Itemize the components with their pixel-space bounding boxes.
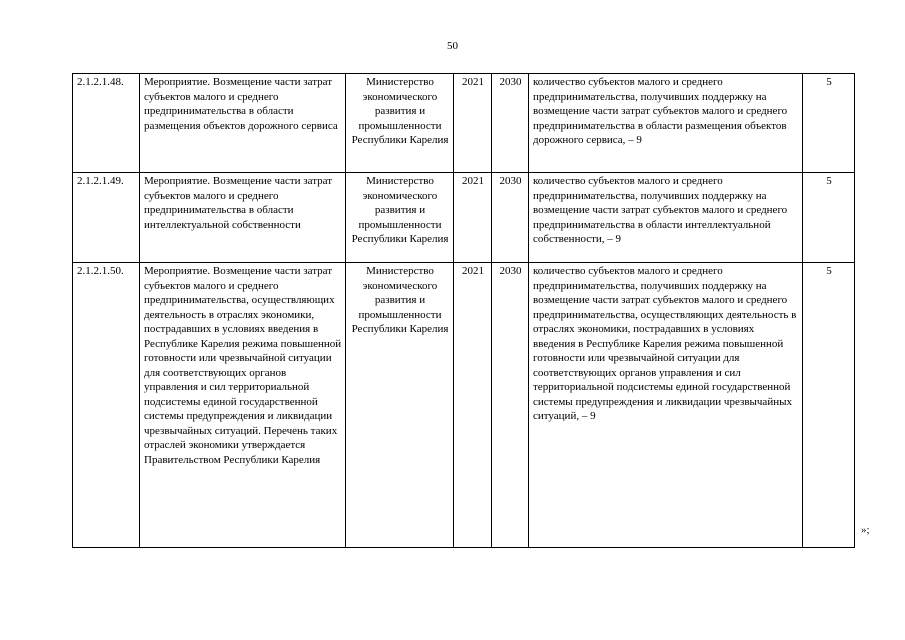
indicator-text: количество субъектов малого и среднего предпринимательства, получивших поддержку на возмещение части затрат субъектов малого и среднего предпринимательства в области размещения объектов дорожного сервиса, – 9 (529, 74, 803, 173)
table-row (73, 74, 855, 173)
page-number: 50 (447, 40, 458, 52)
activity-description: Мероприятие. Возмещение части затрат субъектов малого и среднего предпринимательства, осуществляющих деятельность в отраслях экономики, пострадавших в условиях введения в Республике Карелия режима повышенной готовности или чрезвычайной ситуации для соответствующих органов управления и сил территориальной подсистемы единой государственной системы предупреждения и ликвидации чрезвычайных ситуаций. Перечень таких отраслей экономики утверждается Правительством Республики Карелия (140, 263, 346, 548)
indicator-text: количество субъектов малого и среднего предпринимательства, получивших поддержку на возмещение части затрат субъектов малого и среднего предпринимательства в области интеллектуальной собственности, – 9 (529, 173, 803, 263)
table-row (73, 173, 855, 263)
closing-quote-mark: »; (861, 524, 870, 536)
responsible-executor: Министерство экономического развития и промышленности Республики Карелия (346, 74, 454, 173)
activity-code: 2.1.2.1.50. (73, 263, 140, 548)
activity-description: Мероприятие. Возмещение части затрат субъектов малого и среднего предпринимательства в области размещения объектов дорожного сервиса (140, 74, 346, 173)
responsible-executor: Министерство экономического развития и промышленности Республики Карелия (346, 173, 454, 263)
program-activities-table (72, 73, 855, 548)
start-year: 2021 (454, 263, 492, 548)
activity-description: Мероприятие. Возмещение части затрат субъектов малого и среднего предпринимательства в области интеллектуальной собственности (140, 173, 346, 263)
responsible-executor: Министерство экономического развития и промышленности Республики Карелия (346, 263, 454, 548)
indicator-value: 5 (803, 173, 855, 263)
end-year: 2030 (492, 263, 529, 548)
end-year: 2030 (492, 74, 529, 173)
activity-code: 2.1.2.1.48. (73, 74, 140, 173)
start-year: 2021 (454, 173, 492, 263)
activity-code: 2.1.2.1.49. (73, 173, 140, 263)
indicator-value: 5 (803, 263, 855, 548)
start-year: 2021 (454, 74, 492, 173)
indicator-value: 5 (803, 74, 855, 173)
table-row (73, 263, 855, 548)
indicator-text: количество субъектов малого и среднего предпринимательства, получивших поддержку на возмещение части затрат субъектов малого и среднего предпринимательства, осуществляющих деятельность в отраслях экономики, пострадавших в условиях введения в Республике Карелия режима повышенной готовности или чрезвычайной ситуации для соответствующих органов управления и сил территориальной подсистемы единой государственной системы предупреждения и ликвидации чрезвычайных ситуаций, – 9 (529, 263, 803, 548)
end-year: 2030 (492, 173, 529, 263)
